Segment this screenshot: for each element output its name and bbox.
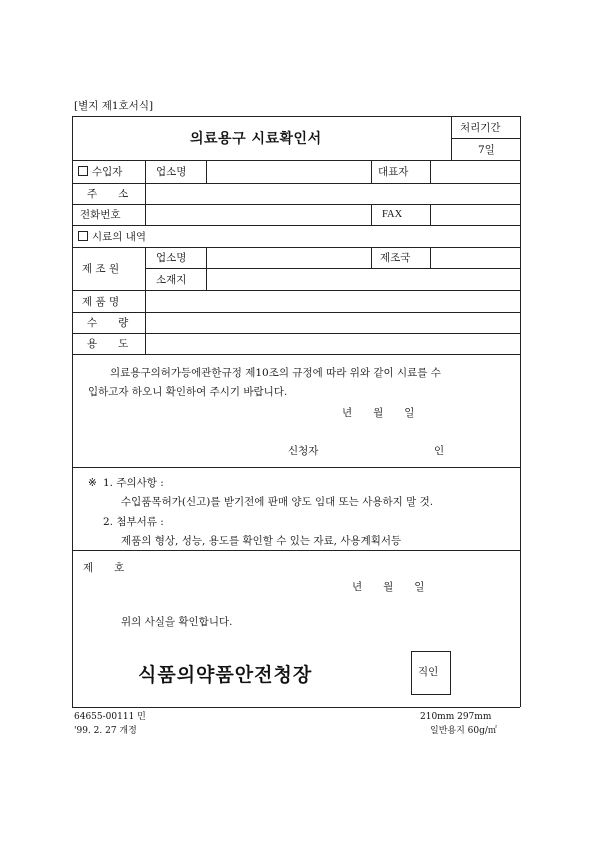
use-field[interactable] — [146, 334, 519, 353]
importer-representative-label: 대표자 — [378, 166, 409, 178]
applicant-label: 신청자 — [288, 445, 319, 457]
checkbox-icon — [78, 166, 88, 176]
quantity-field[interactable] — [146, 313, 519, 332]
paper-size: 210mm 297mm — [420, 712, 492, 722]
manufacturer-label: 제 조 원 — [82, 263, 120, 275]
manufacturer-country-field[interactable] — [431, 248, 519, 267]
form-code: 64655-00111 민 — [74, 712, 146, 722]
declaration-date: 년 월 일 — [342, 407, 415, 419]
processing-period-value: 7일 — [478, 144, 495, 156]
declaration-text-line2: 입하고자 하오니 확인하여 주시기 바랍니다. — [88, 386, 288, 398]
form-label: [별지 제1호서식] — [74, 100, 154, 112]
importer-section-label: 수입자 — [78, 166, 122, 178]
caution-text: 수입품목허가(신고)를 받기전에 판매 양도 임대 또는 사용하지 말 것. — [121, 496, 434, 508]
importer-fax-label: FAX — [382, 209, 403, 220]
confirmation-statement: 위의 사실을 확인합니다. — [121, 616, 233, 628]
official-seal-label: 직인 — [418, 666, 439, 678]
attachments-title: 2. 첨부서류 : — [103, 516, 164, 528]
quantity-label: 수 량 — [87, 317, 129, 329]
use-label: 용 도 — [87, 338, 129, 350]
importer-address-label: 주 소 — [87, 188, 129, 200]
caution-title: 1. 주의사항 : — [103, 477, 164, 489]
manufacturer-location-field[interactable] — [207, 269, 519, 289]
product-name-label: 제 품 명 — [82, 296, 120, 308]
manufacturer-company-label: 업소명 — [156, 252, 187, 264]
note-mark: ※ — [88, 477, 97, 489]
attachments-text: 제품의 형상, 성능, 용도를 확인할 수 있는 자료, 사용계획서등 — [121, 535, 402, 547]
agency-name: 식품의약품안전청장 — [138, 664, 313, 686]
importer-phone-label: 전화번호 — [80, 209, 121, 221]
applicant-signature-field[interactable] — [325, 441, 425, 459]
importer-company-field[interactable] — [207, 161, 370, 182]
revision-date: '99. 2. 27 개정 — [74, 726, 137, 736]
importer-fax-field[interactable] — [431, 205, 519, 224]
sample-section-label: 시료의 내역 — [78, 231, 146, 243]
form-title: 의료용구 시료확인서 — [190, 131, 322, 147]
product-name-field[interactable] — [146, 291, 519, 311]
importer-phone-field[interactable] — [146, 205, 370, 224]
manufacturer-country-label: 제조국 — [380, 252, 411, 264]
confirmation-number-label: 제 호 — [83, 562, 125, 574]
importer-address-field[interactable] — [146, 184, 519, 203]
manufacturer-location-label: 소재지 — [156, 274, 187, 286]
manufacturer-company-field[interactable] — [207, 248, 370, 267]
declaration-text-line1: 의료용구의허가등에관한규정 제10조의 규정에 따라 위와 같이 시료를 수 — [110, 367, 441, 379]
checkbox-icon — [78, 231, 88, 241]
applicant-seal-label: 인 — [434, 445, 445, 457]
confirmation-date: 년 월 일 — [352, 581, 425, 593]
importer-company-label: 업소명 — [156, 166, 187, 178]
importer-representative-field[interactable] — [431, 161, 519, 182]
paper-type: 일반용지 60g/㎡ — [430, 726, 497, 736]
processing-period-label: 처리기간 — [460, 122, 501, 134]
